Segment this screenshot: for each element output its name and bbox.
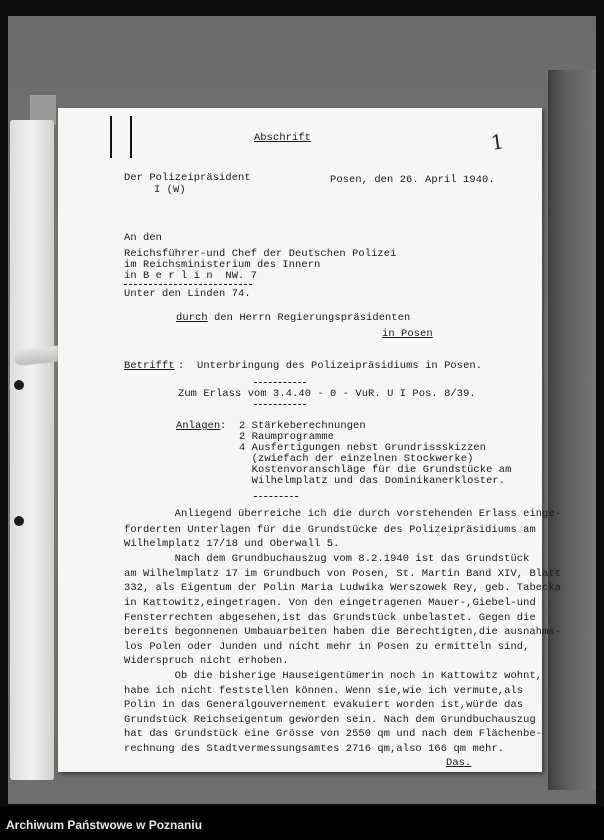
- sender-line-2: I (W): [154, 184, 186, 196]
- separator-line: [254, 382, 306, 383]
- body-line: Wilhelmplatz 17/18 und Oberwall 5.: [124, 538, 340, 550]
- punch-hole: [14, 516, 24, 526]
- scan-strip: [548, 70, 596, 790]
- via-city: in Posen: [382, 328, 433, 340]
- corner-mark: [110, 116, 132, 158]
- body-line: am Wilhelmplatz 17 im Grundbuch von Posen, St. Martin Band XIV, Blatt: [124, 568, 562, 580]
- body-line: forderten Unterlagen für die Grundstücke des Polizeipräsidiums am: [124, 524, 536, 536]
- sender-line-1: Der Polizeipräsident: [124, 172, 251, 184]
- body-line: Grundstück Reichseigentum geworden sein. Nach dem Grundbuchauszug: [124, 714, 536, 726]
- body-line: hat das Grundstück eine Grösse von 2550 qm und nach dem Flächenbe-: [124, 728, 543, 740]
- body-line: rechnung des Stadtvermessungsamtes 2716 qm,also 166 qm mehr.: [124, 743, 505, 755]
- addressee-line: An den: [124, 232, 163, 244]
- body-line: Fensterrechten abgesehen,ist das Grundstück unbelastet. Gegen die: [124, 612, 536, 624]
- body-line: los Polen oder Junden und nicht mehr in Posen zu ermitteln sind,: [124, 641, 530, 653]
- body-line: Nach dem Grundbuchauszug vom 8.2.1940 ist das Grundstück: [124, 553, 530, 565]
- body-line: Widerspruch nicht erhoben.: [124, 655, 289, 667]
- page-turn-catchword: Das.: [446, 757, 472, 769]
- subject-text: : Unterbringung des Polizeipräsidiums in Posen.: [178, 360, 483, 372]
- attachment-item: 2 Raumprogramme: [220, 431, 335, 443]
- subject-label: Betrifft: [124, 360, 175, 372]
- addressee-line: im Reichsministerium des Innern: [124, 259, 321, 271]
- separator-line: [254, 496, 298, 497]
- attachment-item: Wilhelmplatz und das Dominikanerkloster.: [220, 475, 506, 487]
- body-line: Polin in das Generalgouvernement evakuiert worden ist,würde das: [124, 699, 524, 711]
- separator-line: [254, 404, 306, 405]
- body-line: Anliegend überreiche ich die durch vorstehenden Erlass einge-: [124, 508, 562, 520]
- decree-reference: Zum Erlass vom 3.4.40 - 0 - VuR. U I Pos. 8/39.: [178, 388, 476, 400]
- body-line: 332, als Eigentum der Polin Maria Ludwika Werszowek Rey, geb. Tabecka: [124, 582, 562, 594]
- via-recipient: den Herrn Regierungspräsidenten: [214, 312, 411, 324]
- archive-label: Archiwum Państwowe w Poznaniu: [6, 818, 203, 832]
- document-page: [58, 108, 562, 772]
- via-prefix: durch: [176, 312, 208, 324]
- addressee-line: Reichsführer-und Chef der Deutschen Polizei: [124, 248, 397, 260]
- archive-footer: [0, 806, 604, 840]
- attachment-item: (zwiefach der einzelnen Stockwerke): [220, 453, 474, 465]
- attachment-item: 4 Ausfertigungen nebst Grundrissskizzen: [220, 442, 487, 454]
- separator-line: [124, 284, 252, 285]
- body-line: Ob die bisherige Hauseigentümerin noch in Kattowitz wohnt,: [124, 670, 543, 682]
- body-line: habe ich nicht feststellen können. Wenn sie,wie ich vermute,als: [124, 685, 524, 697]
- punch-hole: [14, 380, 24, 390]
- attachments-label: Anlagen: [176, 420, 221, 432]
- attachment-item: Kostenvoranschläge für die Grundstücke am: [220, 464, 512, 476]
- attachment-item: : 2 Stärkeberechnungen: [220, 420, 366, 432]
- addressee-line: in B e r l i n NW. 7: [124, 270, 258, 282]
- document-heading: Abschrift: [254, 132, 312, 144]
- folder-binder: [10, 120, 54, 780]
- addressee-street: Unter den Linden 74.: [124, 288, 251, 300]
- body-line: bereits begonnenen Umbauarbeiten haben die Berechtigten,die ausnahms-: [124, 626, 562, 638]
- place-date: Posen, den 26. April 1940.: [330, 174, 495, 186]
- page-number: 1: [489, 129, 506, 155]
- body-line: in Kattowitz,eingetragen. Von den eingetragenen Mauer-,Giebel-und: [124, 597, 536, 609]
